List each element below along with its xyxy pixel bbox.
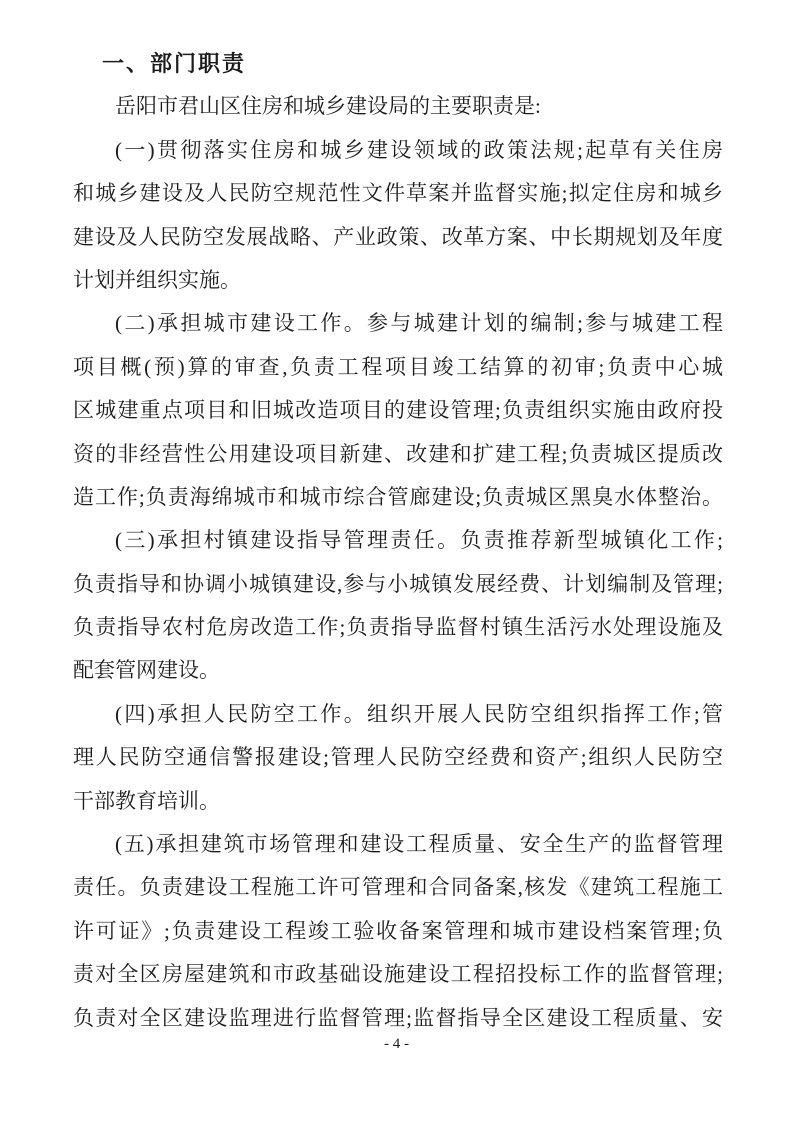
paragraph-line: 项目概(预)算的审查,负责工程项目竣工结算的初审;负责中心城 — [73, 354, 723, 379]
paragraph-line: 配套管网建设。 — [73, 658, 220, 683]
paragraph-line: (五)承担建筑市场管理和建设工程质量、安全生产的监督管理 — [115, 832, 723, 857]
paragraph-line: 许可证》;负责建设工程竣工验收备案管理和城市建设档案管理;负 — [73, 918, 723, 943]
paragraph-line: 计划并组织实施。 — [73, 267, 241, 292]
paragraph-line: 负责对全区建设监理进行监督管理;监督指导全区建设工程质量、安 — [73, 1005, 723, 1030]
paragraph-line: 责对全区房屋建筑和市政基础设施建设工程招投标工作的监督管理; — [73, 962, 723, 987]
paragraph-line: 和城乡建设及人民防空规范性文件草案并监督实施;拟定住房和城乡 — [73, 181, 723, 206]
document-body — [73, 42, 723, 1040]
paragraph-line: 资的非经营性公用建设项目新建、改建和扩建工程;负责城区提质改 — [73, 441, 723, 466]
intro-line: 岳阳市君山区住房和城乡建设局的主要职责是: — [115, 94, 541, 119]
section-heading: 一、部门职责 — [102, 51, 247, 76]
paragraph-line: (四)承担人民防空工作。组织开展人民防空组织指挥工作;管 — [115, 701, 723, 726]
paragraph-line: 责任。负责建设工程施工许可管理和合同备案,核发《建筑工程施工 — [73, 875, 723, 900]
paragraph-line: 建设及人民防空发展战略、产业政策、改革方案、中长期规划及年度 — [73, 224, 723, 249]
paragraph-line: (一)贯彻落实住房和城乡建设领域的政策法规;起草有关住房 — [115, 137, 723, 162]
paragraph-line: (三)承担村镇建设指导管理责任。负责推荐新型城镇化工作; — [115, 528, 723, 553]
paragraph-line: 负责指导农村危房改造工作;负责指导监督村镇生活污水处理设施及 — [73, 615, 723, 640]
page-number: - 4 - — [384, 1036, 409, 1052]
paragraph-line: 干部教育培训。 — [73, 788, 220, 813]
paragraph-line: 造工作;负责海绵城市和城市综合管廊建设;负责城区黑臭水体整治。 — [73, 484, 723, 509]
paragraph-line: (二)承担城市建设工作。参与城建计划的编制;参与城建工程 — [115, 311, 723, 336]
paragraph-line: 理人民防空通信警报建设;管理人民防空经费和资产;组织人民防空 — [73, 745, 723, 770]
paragraph-line: 区城建重点项目和旧城改造项目的建设管理;负责组织实施由政府投 — [73, 398, 723, 423]
paragraph-line: 负责指导和协调小城镇建设,参与小城镇发展经费、计划编制及管理; — [73, 571, 723, 596]
